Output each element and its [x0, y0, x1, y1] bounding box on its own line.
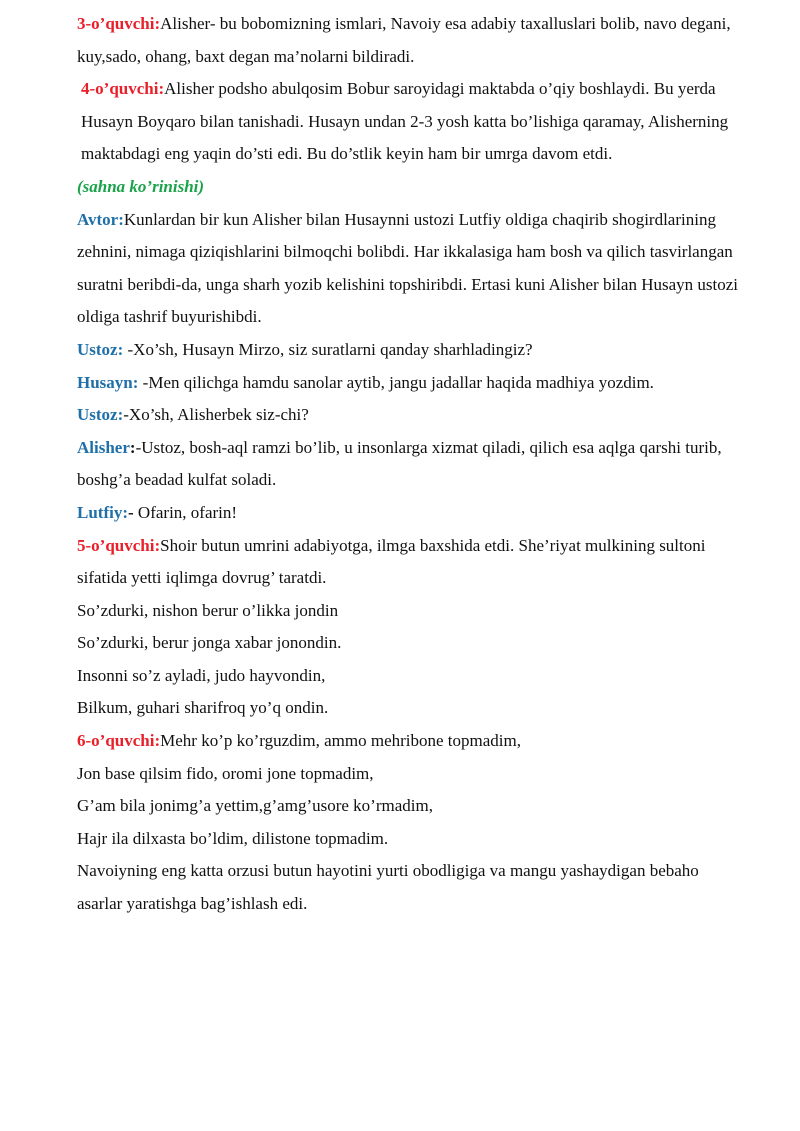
paragraph-text: -Men qilichga hamdu sanolar aytib, jangu jadallar haqida madhiya yozdim. [138, 372, 654, 392]
paragraph-text: Shoir butun umrini adabiyotga, ilmga baxshida etdi. She’riyat mulkining sultoni sifatida yetti iqlimga dovrug’ taratdi. [77, 535, 706, 588]
paragraph-text: Navoiyning eng katta orzusi butun hayotini yurti obodligiga va mangu yashaydigan bebaho asarlar yaratishga bag’ishlash edi. [77, 861, 699, 914]
speaker-suffix: : [129, 437, 136, 457]
paragraph-text: Mehr ko’p ko’rguzdim, ammo mehribone topmadim, [160, 731, 521, 751]
speaker-label: 5-o’quvchi: [77, 535, 161, 555]
paragraph-6-oquvchi [77, 725, 745, 758]
speaker-label: Ustoz: [77, 339, 124, 359]
paragraph-text: Alisher podsho abulqosim Bobur saroyidagi maktabda o’qiy boshlaydi. Bu yerda Husayn Boyqaro bilan tanishadi. Husayn undan 2-3 yosh katta bo’lishiga qaramay, Alisherning maktabdagi eng yaqin do’sti edi. Bu do’stlik keyin ham bir umrga davom etdi. [81, 79, 729, 164]
speaker-label: Alisher [77, 437, 130, 457]
document-page [77, 8, 745, 921]
speaker-label: 6-o’quvchi: [77, 731, 161, 751]
paragraph-text: Alisher- bu bobomizning ismlari, Navoiy esa adabiy taxalluslari bolib, navo degani, kuy,sado, ohang, baxt degan ma’nolarni bildiradi. [77, 14, 731, 66]
paragraph-4-oquvchi [77, 73, 745, 171]
paragraph-avtor [77, 204, 745, 334]
poem-line-text: Hajr ila dilxasta bo’ldim, dilistone topmadim. [77, 828, 389, 848]
poem-line-text: So’zdurki, berur jonga xabar jonondin. [77, 633, 342, 653]
paragraph-text: Kunlardan bir kun Alisher bilan Husaynni ustozi Lutfiy oldiga chaqirib shogirdlarining zehnini, nimaga qiziqishlarini bilmoqchi bolibdi. Har ikkalasiga ham bosh va qilich tasvirlangan suratni beribdi-da, unga sharh yozib kelishini topshiribdi. Ertasi kuni Alisher bilan Husayn ustozi oldiga tashrif buyurishibdi. [77, 209, 739, 327]
poem-line-text: Jon base qilsim fido, oromi jone topmadim, [77, 763, 374, 783]
speaker-suffix: - [128, 502, 134, 522]
poem-line [77, 627, 745, 660]
paragraph-ustoz-1 [77, 334, 745, 367]
stage-direction [77, 171, 745, 204]
poem-line [77, 790, 745, 823]
poem-line-text: Bilkum, guhari sharifroq yo’q ondin. [77, 698, 329, 718]
speaker-label: Ustoz: [77, 405, 124, 425]
poem-line [77, 758, 745, 791]
paragraph-text: Ofarin, ofarin! [133, 502, 238, 522]
paragraph-text: -Xo’sh, Alisherbek siz-chi? [123, 405, 309, 425]
paragraph-5-oquvchi [77, 530, 745, 595]
poem-line [77, 660, 745, 693]
paragraph-ustoz-2 [77, 399, 745, 432]
paragraph-3-oquvchi [77, 8, 745, 73]
paragraph-husayn [77, 367, 745, 400]
speaker-label: Husayn: [77, 372, 139, 392]
speaker-label: Lutfiy: [77, 502, 128, 522]
poem-line-text: G’am bila jonimg’a yettim,g’amg’usore ko’rmadim, [77, 796, 433, 816]
paragraph-text: -Ustoz, bosh-aql ramzi bo’lib, u insonlarga xizmat qiladi, qilich esa aqlga qarshi turib, boshg’a beadad kulfat soladi. [77, 437, 722, 490]
closing-paragraph [77, 855, 745, 920]
stage-direction-text: (sahna ko’rinishi) [77, 176, 205, 196]
poem-line [77, 823, 745, 856]
poem-line-text: Insonni so’z ayladi, judo hayvondin, [77, 665, 326, 685]
speaker-label: 4-o’quvchi: [81, 79, 165, 99]
paragraph-text: -Xo’sh, Husayn Mirzo, siz suratlarni qanday sharhladingiz? [123, 339, 533, 359]
paragraph-lutfiy [77, 497, 745, 530]
poem-line [77, 692, 745, 725]
paragraph-alisher [77, 432, 745, 497]
poem-line-text: So’zdurki, nishon berur o’likka jondin [77, 600, 339, 620]
speaker-label: 3-o’quvchi: [77, 14, 161, 33]
speaker-label: Avtor: [77, 209, 124, 229]
poem-line [77, 595, 745, 628]
